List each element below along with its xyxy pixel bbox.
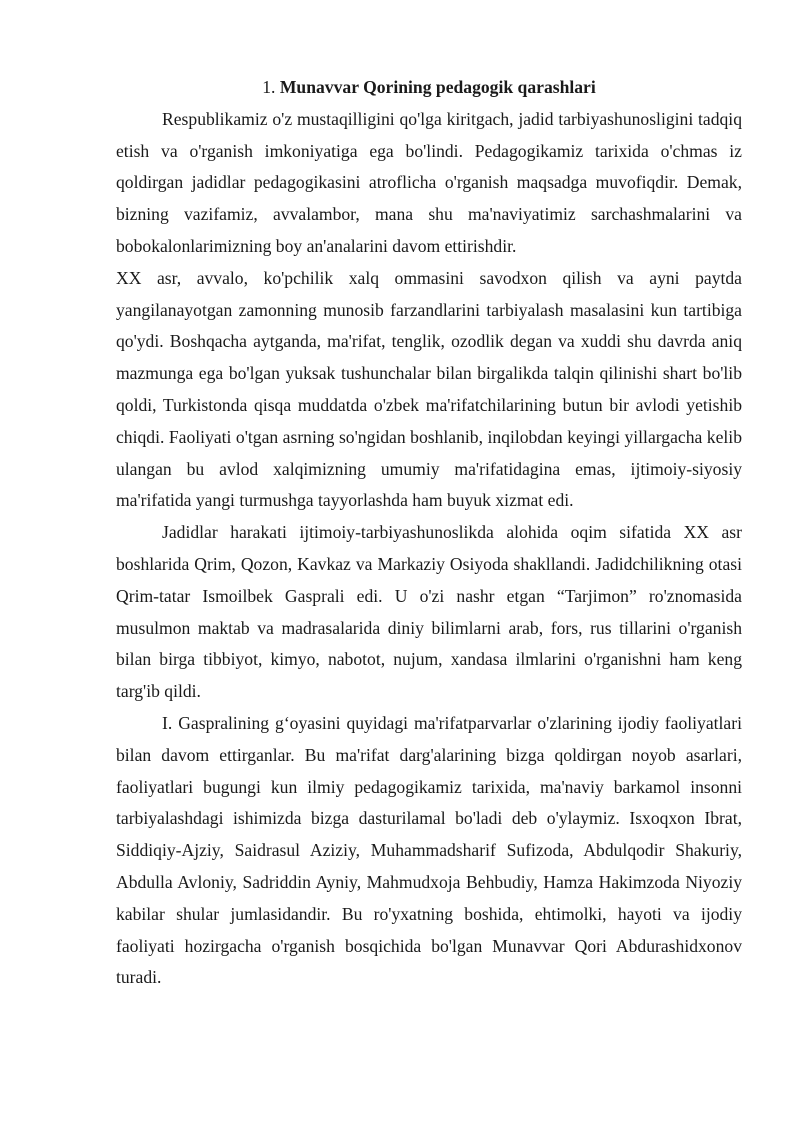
- title-number: 1.: [262, 77, 276, 97]
- paragraph-2: XX asr, avvalo, ko'pchilik xalq ommasini savodxon qilish va ayni paytda yangilanayotgan zamonning munosib farzandlarini tarbiyalash masalasini kun tartibiga qo'ydi. Boshqacha aytganda, ma'rifat, tenglik, ozodlik degan va xuddi shu davrda aniq mazmunga ega bo'lgan yuksak tushunchalar bilan birgalikda talqin qilinishi shart bo'lib qoldi, Turkistonda qisqa muddatda o'zbek ma'rifatchilarining butun bir avlodi yetishib chiqdi. Faoliyati o'tgan asrning so'ngidan boshlanib, inqilobdan keyingi yillargacha kelib ulangan bu avlod xalqimizning umumiy ma'rifatidagina emas, ijtimoiy-siyosiy ma'rifatida yangi turmushga tayyorlashda ham buyuk xizmat edi.: [116, 267, 742, 511]
- paragraph-3: Jadidlar harakati ijtimoiy-tarbiyashunoslikda alohida oqim sifatida XX asr boshlarida Qrim, Qozon, Kavkaz va Markaziy Osiyoda shakllandi. Jadidchilikning otasi Qrim-tatar Ismoilbek Gasprali edi. U o'zi nashr etgan “Tarjimon” ro'znomasida musulmon maktab va madrasalarida diniy bilimlarni arab, fors, rus tillarini o'rganish bilan birga tibbiyot, kimyo, nabotot, nujum, xandasa ilmlarini o'rganishni ham keng targ'ib qildi.: [116, 522, 742, 702]
- paragraph-4: I. Gaspralining g‘oyasini quyidagi ma'rifatparvarlar o'zlarining ijodiy faoliyatlari bilan davom ettirganlar. Bu ma'rifat darg'alarining bizga qoldirgan noyob asarlari, faoliyatlari bugungi kun ilmiy pedagogikamiz tarixida, ma'naviy barkamol insonni tarbiyalashdagi ishimizda bizga dasturilamal bo'ladi deb o'ylaymiz. Isxoqxon Ibrat, Siddiqiy-Ajziy, Saidrasul Aziziy, Muhammadsharif Sufizoda, Abdulqodir Shakuriy, Abdulla Avloniy, Sadriddin Ayniy, Mahmudxoja Behbudiy, Hamza Hakimzoda Niyoziy kabilar shular jumlasidandir. Bu ro'yxatning boshida, ehtimolki, hayoti va ijodiy faoliyati hozirgacha o'rganish bosqichida bo'lgan Munavvar Qori Abdurashidxonov turadi.: [116, 712, 742, 988]
- page-title: [116, 72, 742, 104]
- paragraph-1: Respublikamiz o'z mustaqilligini qo'lga kiritgach, jadid tarbiyashunosligini tadqiq etish va o'rganish imkoniyatiga ega bo'lindi. Pedagogikamiz tarixida o'chmas iz qoldirgan jadidlar pedagogikasini atroflicha o'rganish maqsadga muvofiqdir. Demak, bizning vazifamiz, avvalambor, mana shu ma'naviyatimiz sarchashmalarini va bobokalonlarimizning boy an'analarini davom ettirishdir.: [116, 108, 742, 256]
- title-text: Munavvar Qorining pedagogik qarashlari: [279, 77, 596, 97]
- document-page: [116, 72, 742, 994]
